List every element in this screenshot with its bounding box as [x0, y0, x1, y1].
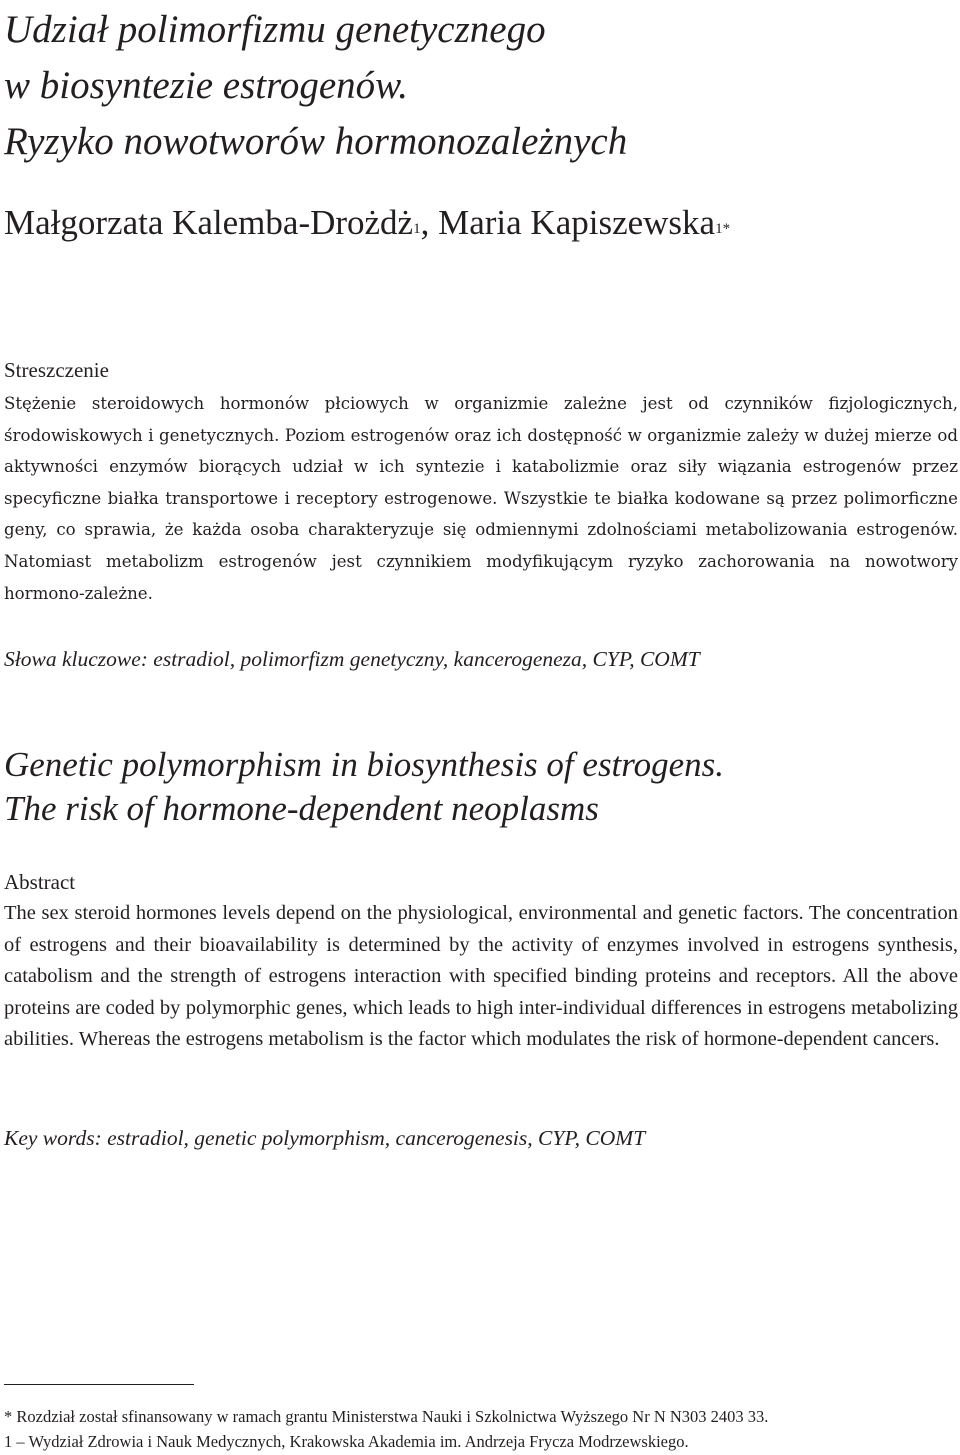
author-list	[4, 198, 730, 248]
english-title-line-2: The risk of hormone-dependent neoplasms	[4, 789, 599, 828]
abstract-heading: Abstract	[4, 870, 76, 894]
polish-title-line-2: w biosyntezie estrogenów.	[4, 64, 409, 107]
english-keywords: Key words: estradiol, genetic polymorphism, cancerogenesis, CYP, COMT	[4, 1126, 646, 1150]
funding-footnote: * Rozdział został sfinansowany w ramach grantu Ministerstwa Nauki i Szkolnictwa Wyższego Nr N N303 2403 33.	[4, 1407, 769, 1426]
streszczenie-body: Stężenie steroidowych hormonów płciowych w organizmie zależne jest od czynników fizjologicznych, środowiskowych i genetycznych. Poziom estrogenów oraz ich dostępność w organizmie zależy w dużej mierze od aktywności enzymów biorących udział w ich syntezie i katabolizmie oraz siły wiązania estrogenów przez specyficzne białka transportowe i receptory estrogenowe. Wszystkie te białka kodowane są przez polimorficzne geny, co sprawia, że każda osoba charakteryzuje się odmiennymi zdolnościami metabolizowania estrogenów. Natomiast metabolizm estrogenów jest czynnikiem modyfikującym ryzyko zachorowania na nowotwory hormono-zależne.	[4, 394, 958, 603]
author-name: Maria Kapiszewska	[438, 203, 716, 242]
streszczenie-heading: Streszczenie	[4, 358, 109, 382]
author-name: Małgorzata Kalemba-Drożdż	[4, 203, 414, 242]
abstract-body: The sex steroid hormones levels depend on the physiological, environmental and genetic factors. The concentration of estrogens and their bioavailability is determined by the activity of enzymes involved in estrogens synthesis, catabolism and the strength of estrogens interaction with specified binding proteins and receptors. All the above proteins are coded by polymorphic genes, which leads to high inter-individual differences in estrogens metabolizing abilities. Whereas the estrogens metabolism is the factor which modulates the risk of hormone-dependent cancers.	[4, 902, 958, 1051]
author-separator: ,	[420, 203, 439, 242]
polish-title-line-3: Ryzyko nowotworów hormonozależnych	[4, 120, 628, 163]
polish-title	[4, 2, 627, 170]
article-page	[4, 0, 958, 1455]
author-affiliation-mark: 1	[413, 221, 421, 237]
english-title	[4, 743, 724, 831]
affiliation-footnote: 1 – Wydział Zdrowia i Nauk Medycznych, Krakowska Akademia im. Andrzeja Frycza Modrzewskiego.	[4, 1432, 689, 1451]
polish-title-line-1: Udział polimorfizmu genetycznego	[4, 8, 546, 51]
polish-keywords: Słowa kluczowe: estradiol, polimorfizm genetyczny, kancerogeneza, CYP, COMT	[4, 647, 700, 671]
footnote-divider	[4, 1384, 194, 1385]
english-title-line-1: Genetic polymorphism in biosynthesis of estrogens.	[4, 745, 725, 784]
author-affiliation-mark: 1*	[715, 221, 731, 237]
